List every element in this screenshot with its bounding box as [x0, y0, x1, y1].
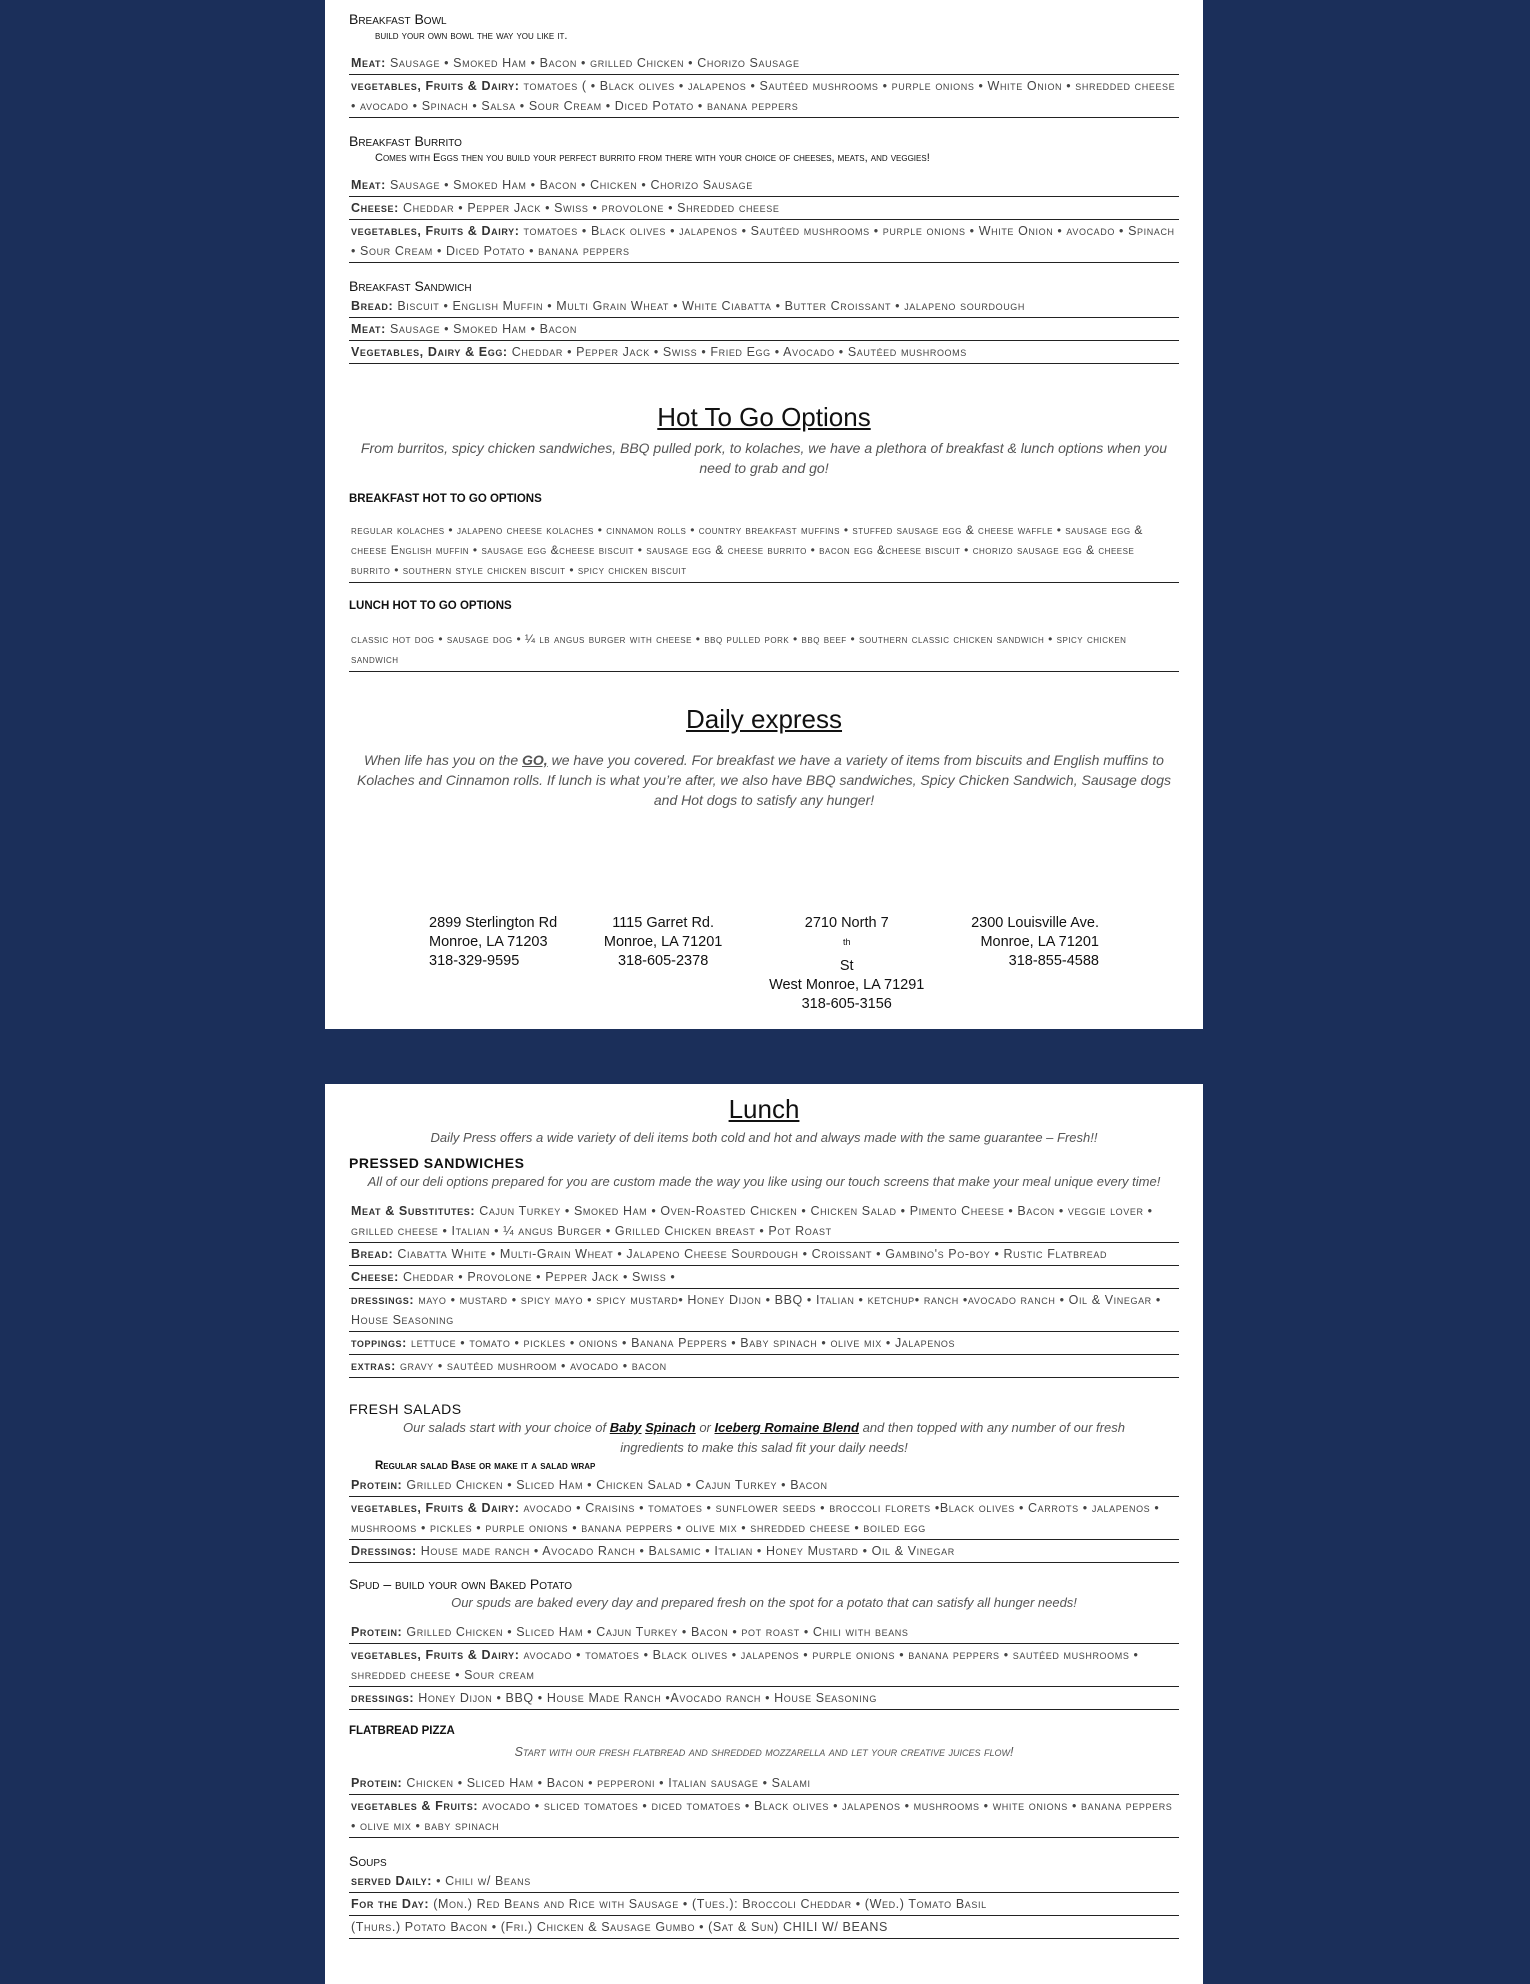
location-3: 2710 North 7 $^{th}$ St West Monroe, LA 71291 318-605-3156	[769, 915, 925, 1012]
hot-to-go-heading: Hot To Go Options	[657, 402, 871, 432]
flatbread-protein-row: Protein: Chicken • Sliced Ham • Bacon • pepperoni • Italian sausage • Salami	[349, 1772, 1179, 1795]
location-1: 2899 Sterlington Rd Monroe, LA 71203 318-329-9595	[429, 915, 558, 969]
pressed-dressings-row: dressings: mayo • mustard • spicy mayo • spicy mustard• Honey Dijon • BBQ • Italian • ketchup• ranch •avocado ranch • Oil & Vinegar • House Seasoning	[349, 1289, 1179, 1332]
pressed-sandwiches-intro: All of our deli options prepared for you are custom made the way you like using our touch screens that make your meal unique every time!	[367, 1174, 1161, 1189]
soups-day-row: For the Day: (Mon.) Red Beans and Rice with Sausage • (Tues.): Broccoli Cheddar • (Wed.) Tomato Basil	[349, 1893, 1179, 1916]
breakfast-bowl-title: Breakfast Bowl	[349, 11, 447, 27]
burrito-veg-row: vegetables, Fruits & Dairy: tomatoes • Black olives • jalapenos • Sautéed mushrooms • purple onions • White Onion • avocado • Spinach • Sour Cream • Diced Potato • banana peppers	[349, 220, 1179, 263]
salad-dressings-row: Dressings: House made ranch • Avocado Ranch • Balsamic • Italian • Honey Mustard • Oil & Vinegar	[349, 1540, 1179, 1563]
lunch-intro: Daily Press offers a wide variety of deli items both cold and hot and always made with the same guarantee – Fresh!!	[430, 1130, 1098, 1145]
burrito-cheese-row: Cheese: Cheddar • Pepper Jack • Swiss • provolone • Shredded cheese	[349, 197, 1179, 220]
flatbread-title: FLATBREAD PIZZA	[349, 1725, 455, 1737]
lunch-hot-to-go-items: classic hot dog • sausage dog • ¼ lb angus burger with cheese • bbq pulled pork • bbq beef • southern classic chicken sandwich • spicy chicken sandwich	[349, 629, 1179, 672]
pressed-meat-row: Meat & Substitutes: Cajun Turkey • Smoked Ham • Oven-Roasted Chicken • Chicken Salad • Pimento Cheese • Bacon • veggie lover • grilled cheese • Italian • ¼ angus Burger • Grilled Chicken breast • Pot Roast	[349, 1200, 1179, 1243]
pressed-toppings-row: toppings: lettuce • tomato • pickles • onions • Banana Peppers • Baby spinach • olive mix • Jalapenos	[349, 1332, 1179, 1355]
salad-veg-row: vegetables, Fruits & Dairy: avocado • Craisins • tomatoes • sunflower seeds • broccoli florets •Black olives • Carrots • jalapenos • mushrooms • pickles • purple onions • banana peppers • olive mix • shredded cheese • boiled egg	[349, 1497, 1179, 1540]
spud-title: Spud – build your own Baked Potato	[349, 1576, 573, 1592]
locations	[429, 914, 1099, 1014]
spud-intro: Our spuds are baked every day and prepared fresh on the spot for a potato that can satisfy all hunger needs!	[451, 1595, 1077, 1610]
breakfast-bowl-veg-row: vegetables, Fruits & Dairy: tomatoes ( • Black olives • jalapenos • Sautéed mushrooms • purple onions • White Onion • shredded cheese • avocado • Spinach • Salsa • Sour Cream • Diced Potato • banana peppers	[349, 75, 1179, 118]
menu-page-breakfast	[325, 0, 1203, 1029]
pressed-sandwiches-title: PRESSED SANDWICHES	[349, 1155, 525, 1171]
pressed-bread-row: Bread: Ciabatta White • Multi-Grain Wheat • Jalapeno Cheese Sourdough • Croissant • Gambino's Po-boy • Rustic Flatbread	[349, 1243, 1179, 1266]
soups-title: Soups	[349, 1853, 387, 1869]
breakfast-burrito-subtitle: Comes with Eggs then you build your perfect burrito from there with your choice of cheeses, meats, and veggies!	[375, 152, 930, 164]
flatbread-veg-row: vegetables & Fruits: avocado • sliced tomatoes • diced tomatoes • Black olives • jalapenos • mushrooms • white onions • banana peppers • olive mix • baby spinach	[349, 1795, 1179, 1838]
lunch-heading: Lunch	[728, 1094, 800, 1124]
salad-protein-row: Protein: Grilled Chicken • Sliced Ham • Chicken Salad • Cajun Turkey • Bacon	[349, 1474, 1179, 1497]
menu-page-lunch	[325, 1084, 1203, 1984]
breakfast-bowl-subtitle: build your own bowl the way you like it.	[375, 30, 568, 42]
flatbread-intro: Start with our fresh flatbread and shredded mozzarella and let your creative juices flow!	[514, 1745, 1014, 1759]
breakfast-hot-to-go-heading: BREAKFAST HOT TO GO OPTIONS	[349, 493, 542, 505]
spud-protein-row: Protein: Grilled Chicken • Sliced Ham • Cajun Turkey • Bacon • pot roast • Chili with beans	[349, 1621, 1179, 1644]
spud-veg-row: vegetables, Fruits & Dairy: avocado • tomatoes • Black olives • jalapenos • purple onions • banana peppers • sautéed mushrooms • shredded cheese • Sour cream	[349, 1644, 1179, 1687]
hot-to-go-intro: From burritos, spicy chicken sandwiches, BBQ pulled pork, to kolaches, we have a plethora of breakfast & lunch options when you need to grab and go!	[360, 440, 1168, 476]
pressed-cheese-row: Cheese: Cheddar • Provolone • Pepper Jack • Swiss •	[349, 1266, 1179, 1289]
breakfast-bowl-meat-row: Meat: Sausage • Smoked Ham • Bacon • grilled Chicken • Chorizo Sausage	[349, 52, 1179, 75]
burrito-meat-row: Meat: Sausage • Smoked Ham • Bacon • Chicken • Chorizo Sausage	[349, 174, 1179, 197]
sandwich-veg-row: Vegetables, Dairy & Egg: Cheddar • Pepper Jack • Swiss • Fried Egg • Avocado • Sautéed mushrooms	[349, 341, 1179, 364]
location-2: 1115 Garret Rd. Monroe, LA 71201 318-605-2378	[603, 915, 723, 969]
soups-daily-row: served Daily: • Chili w/ Beans	[349, 1870, 1179, 1893]
lunch-hot-to-go-heading: LUNCH HOT TO GO OPTIONS	[349, 600, 512, 612]
sandwich-bread-row: Bread: Biscuit • English Muffin • Multi Grain Wheat • White Ciabatta • Butter Croissant • jalapeno sourdough	[349, 295, 1179, 318]
pressed-extras-row: extras: gravy • sautéed mushroom • avocado • bacon	[349, 1355, 1179, 1378]
spud-dressings-row: dressings: Honey Dijon • BBQ • House Made Ranch •Avocado ranch • House Seasoning	[349, 1687, 1179, 1710]
breakfast-burrito-title: Breakfast Burrito	[349, 133, 462, 149]
breakfast-sandwich-title: Breakfast Sandwich	[349, 278, 472, 294]
soups-day-row-2: (Thurs.) Potato Bacon • (Fri.) Chicken & Sausage Gumbo • (Sat & Sun) CHILI W/ BEANS	[349, 1916, 1179, 1939]
fresh-salads-intro: Our salads start with your choice of Baby Spinach or Iceberg Romaine Blend and then topped with any number of our fresh ingredients to make this salad fit your daily needs!	[403, 1420, 1125, 1455]
daily-express-intro: When life has you on the GO, we have you covered. For breakfast we have a variety of items from biscuits and English muffins to Kolaches and Cinnamon rolls. If lunch is what you’re after, we also have BBQ sandwiches, Spicy Chicken Sandwich, Sausage dogs and Hot dogs to satisfy any hunger!	[357, 752, 1171, 808]
breakfast-hot-to-go-items: regular kolaches • jalapeno cheese kolaches • cinnamon rolls • country breakfast muffins • stuffed sausage egg & cheese waffle • sausage egg & cheese English muffin • sausage egg &cheese biscuit • sausage egg & cheese burrito • bacon egg &cheese biscuit • chorizo sausage egg & cheese burrito • southern style chicken biscuit • spicy chicken biscuit	[349, 520, 1179, 583]
fresh-salads-title: FRESH SALADS	[349, 1401, 462, 1417]
salad-base-note: Regular salad Base or make it a salad wrap	[375, 1460, 596, 1472]
sandwich-meat-row: Meat: Sausage • Smoked Ham • Bacon	[349, 318, 1179, 341]
location-4: 2300 Louisville Ave. Monroe, LA 71201 318-855-4588	[971, 915, 1099, 969]
daily-express-heading: Daily express	[685, 704, 843, 734]
